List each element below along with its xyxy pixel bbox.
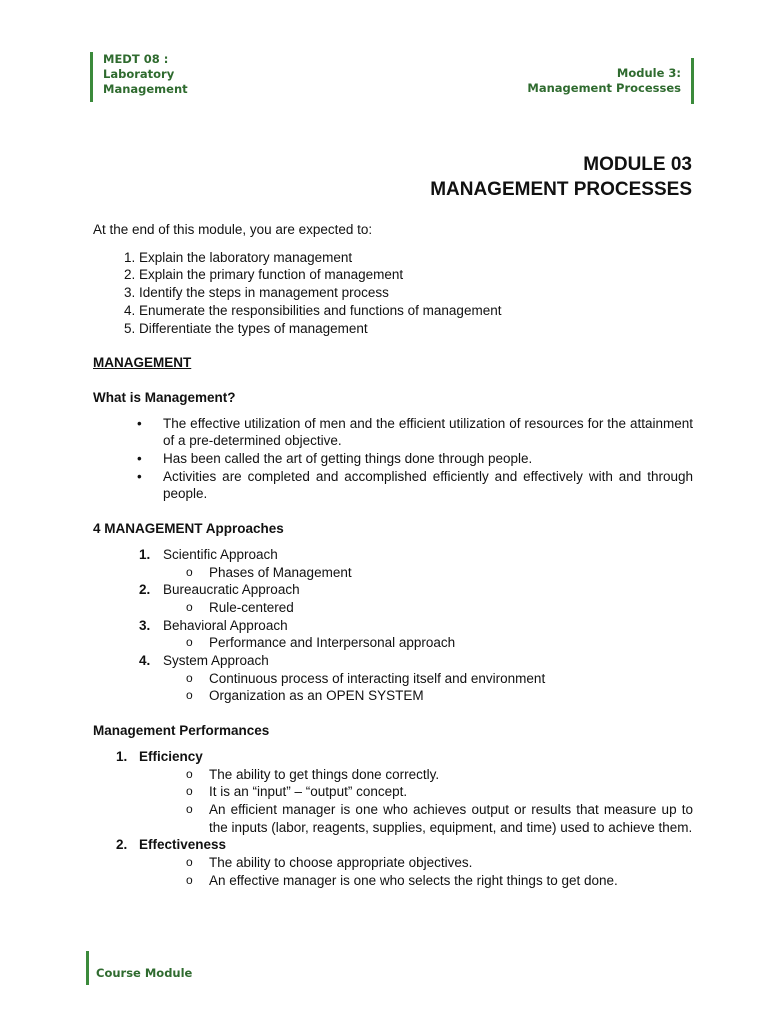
list-item	[93, 581, 693, 616]
sub-list-item: o An efficient manager is one who achieves output or results that measure up to the inputs (labor, reagents, supplies, equipment, and time) used to achieve them.	[209, 801, 693, 836]
subheading-performances: Management Performances	[93, 723, 270, 739]
approach-label: Bureaucratic Approach	[163, 582, 300, 598]
course-name-line2: Management	[103, 82, 188, 96]
sub-list-item: o Phases of Management	[209, 564, 693, 582]
sub-list	[163, 634, 693, 652]
performance-label: Efficiency	[139, 748, 203, 764]
sub-list	[139, 766, 693, 837]
footer-label: Course Module	[96, 966, 193, 980]
sub-list-item: o It is an “input” – “output” concept.	[209, 783, 693, 801]
list-item: 5. Differentiate the types of management	[139, 320, 693, 338]
list-item: 1. Explain the laboratory management	[139, 249, 693, 267]
list-item: • The effective utilization of men and the efficient utilization of resources for the attainment of a pre-determined objective.	[163, 415, 693, 450]
title-line2: MANAGEMENT PROCESSES	[430, 179, 692, 200]
sub-list-item: o The ability to get things done correctly.	[209, 766, 693, 784]
list-item: 3. Identify the steps in management process	[139, 284, 693, 302]
sub-list	[163, 564, 693, 582]
module-number: Module 3:	[616, 66, 681, 80]
course-code: MEDT 08 :	[103, 52, 169, 66]
header-course-label	[90, 52, 188, 102]
subheading-what-is-management: What is Management?	[93, 389, 236, 405]
approach-label: Scientific Approach	[163, 546, 278, 562]
section-heading-management: MANAGEMENT	[93, 355, 192, 371]
list-item: 2. Explain the primary function of management	[139, 266, 693, 284]
footer-course-module	[86, 951, 193, 985]
document-body	[93, 221, 693, 907]
header-module-label	[527, 58, 694, 104]
sub-list	[163, 599, 693, 617]
sub-list-item: o Performance and Interpersonal approach	[209, 634, 693, 652]
module-name: Management Processes	[527, 81, 681, 95]
list-item: • Activities are completed and accomplished efficiently and effectively with and through people.	[163, 468, 693, 503]
intro-text: At the end of this module, you are expected to:	[93, 222, 373, 237]
list-number: 1.	[116, 748, 128, 764]
sub-list-item: o The ability to choose appropriate objectives.	[209, 854, 693, 872]
sub-list	[163, 670, 693, 705]
approach-label: System Approach	[163, 653, 269, 669]
list-item	[93, 836, 693, 889]
sub-list-item: o Rule-centered	[209, 599, 693, 617]
sub-list	[139, 854, 693, 889]
list-number: 2.	[139, 582, 151, 598]
subheading-approaches: 4 MANAGEMENT Approaches	[93, 521, 284, 537]
title-line1: MODULE 03	[583, 154, 692, 175]
list-number: 2.	[116, 837, 128, 853]
sub-list-item: o An effective manager is one who selects the right things to get done.	[209, 872, 693, 890]
list-item	[93, 546, 693, 581]
performance-label: Effectiveness	[139, 837, 227, 853]
objectives-list	[93, 249, 693, 338]
page-title	[430, 152, 692, 202]
list-number: 3.	[139, 617, 151, 633]
approach-label: Behavioral Approach	[163, 617, 288, 633]
list-number: 4.	[139, 653, 151, 669]
list-number: 1.	[139, 546, 151, 562]
list-item: • Has been called the art of getting things done through people.	[163, 450, 693, 468]
list-item	[93, 652, 693, 705]
course-name-line1: Laboratory	[103, 67, 175, 81]
sub-list-item: o Organization as an OPEN SYSTEM	[209, 687, 693, 705]
performances-list	[93, 748, 693, 890]
list-item	[93, 617, 693, 652]
list-item	[93, 748, 693, 837]
list-item: 4. Enumerate the responsibilities and functions of management	[139, 302, 693, 320]
management-definition-list	[93, 415, 693, 504]
sub-list-item: o Continuous process of interacting itself and environment	[209, 670, 693, 688]
approaches-list	[93, 546, 693, 705]
